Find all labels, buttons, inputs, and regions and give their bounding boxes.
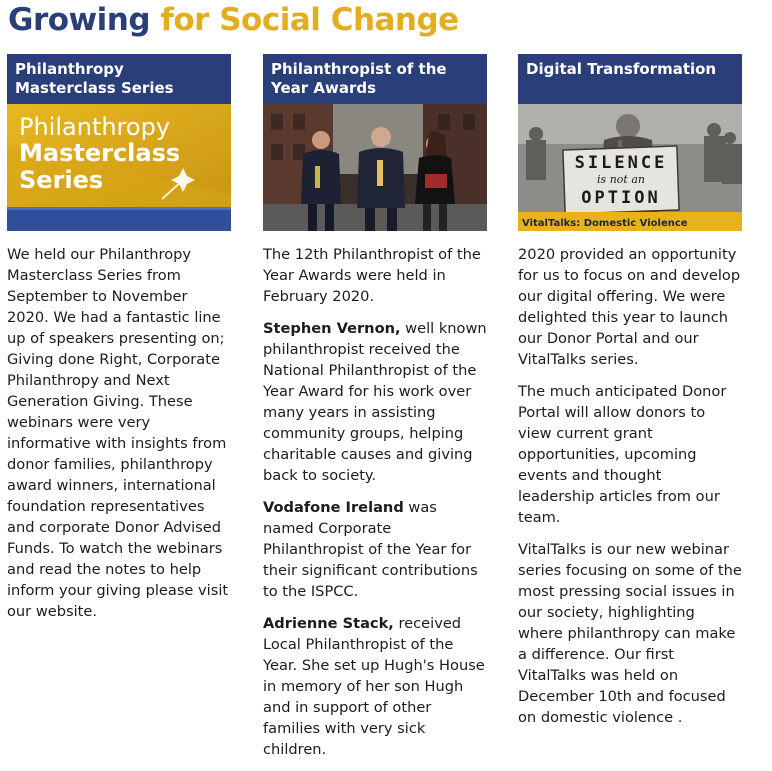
image-caption: VitalTalks: Domestic Violence [522, 218, 688, 229]
card-header-awards: Philanthropist of the Year Awards [263, 54, 487, 104]
awards-paragraph-1 [263, 244, 487, 307]
awards-paragraph-2 [263, 318, 487, 486]
masterclass-body [7, 244, 231, 622]
banner-line-2: Masterclass [19, 139, 181, 167]
card-header-masterclass: Philanthropy Masterclass Series [7, 54, 231, 104]
awardee-desc: was named Corporate Philanthropist of the Year for their significant contributions to the ISPCC. [263, 499, 478, 600]
card-digital [518, 54, 742, 739]
awards-photo [263, 104, 487, 231]
awards-intro: The 12th Philanthropist of the Year Awards were held in February 2020. [263, 246, 481, 305]
banner-line-3: Series [19, 166, 104, 194]
sign-line-1: SILENCE [574, 153, 668, 173]
card-header-digital: Digital Transformation [518, 54, 742, 104]
banner-line-1: Philanthropy [19, 113, 171, 141]
page-title [8, 2, 459, 38]
sign-line-3: OPTION [581, 188, 661, 208]
sign-line-2: is not an [597, 173, 645, 186]
masterclass-banner-image [7, 104, 231, 231]
masterclass-paragraph: We held our Philanthropy Masterclass Series from September to November 2020. We had a fantastic line up of speakers presenting on; Giving done Right, Corporate Philanthropy and Next Generation Giving. These webinars were very informative with insights from donor families, philanthropy award winners, international foundation representatives and corporate Donor Advised Funds. To watch the webinars and read the notes to help inform your giving please visit our website. [7, 246, 229, 620]
vitaltalks-photo [518, 104, 742, 231]
digital-paragraph-2: The much anticipated Donor Portal will allow donors to view current grant opportunities, upcoming events and thought leadership articles from our team. [518, 383, 727, 526]
awards-paragraph-4 [263, 613, 487, 760]
card-masterclass [7, 54, 231, 633]
awardee-desc: well known philanthropist received the National Philanthropist of the Year Award for his work over many years in assisting community groups, helping charitable causes and giving back to society. [263, 320, 487, 484]
awardee-name: Vodafone Ireland [263, 499, 404, 516]
title-part-1: Growing [8, 2, 151, 38]
title-part-2: for Social Change [160, 2, 459, 38]
digital-paragraph-1: 2020 provided an opportunity for us to focus on and develop our digital offering. We were delighted this year to launch our Donor Portal and our VitalTalks series. [518, 246, 741, 368]
awardee-name: Stephen Vernon, [263, 320, 401, 337]
awards-body [263, 244, 487, 760]
awards-paragraph-3 [263, 497, 487, 602]
protest-sign [563, 146, 679, 214]
digital-paragraph-3: VitalTalks is our new webinar series focusing on some of the most pressing social issues in our society, highlighting where philanthropy can make a difference. Our first VitalTalks was held on December 10th and focused on domestic violence . [518, 541, 742, 726]
awardee-desc: received Local Philanthropist of the Year. She set up Hugh's House in memory of her son Hugh and in support of other families with very sick children. [263, 615, 485, 758]
card-awards [263, 54, 487, 771]
digital-body [518, 244, 742, 728]
awardee-name: Adrienne Stack, [263, 615, 394, 632]
